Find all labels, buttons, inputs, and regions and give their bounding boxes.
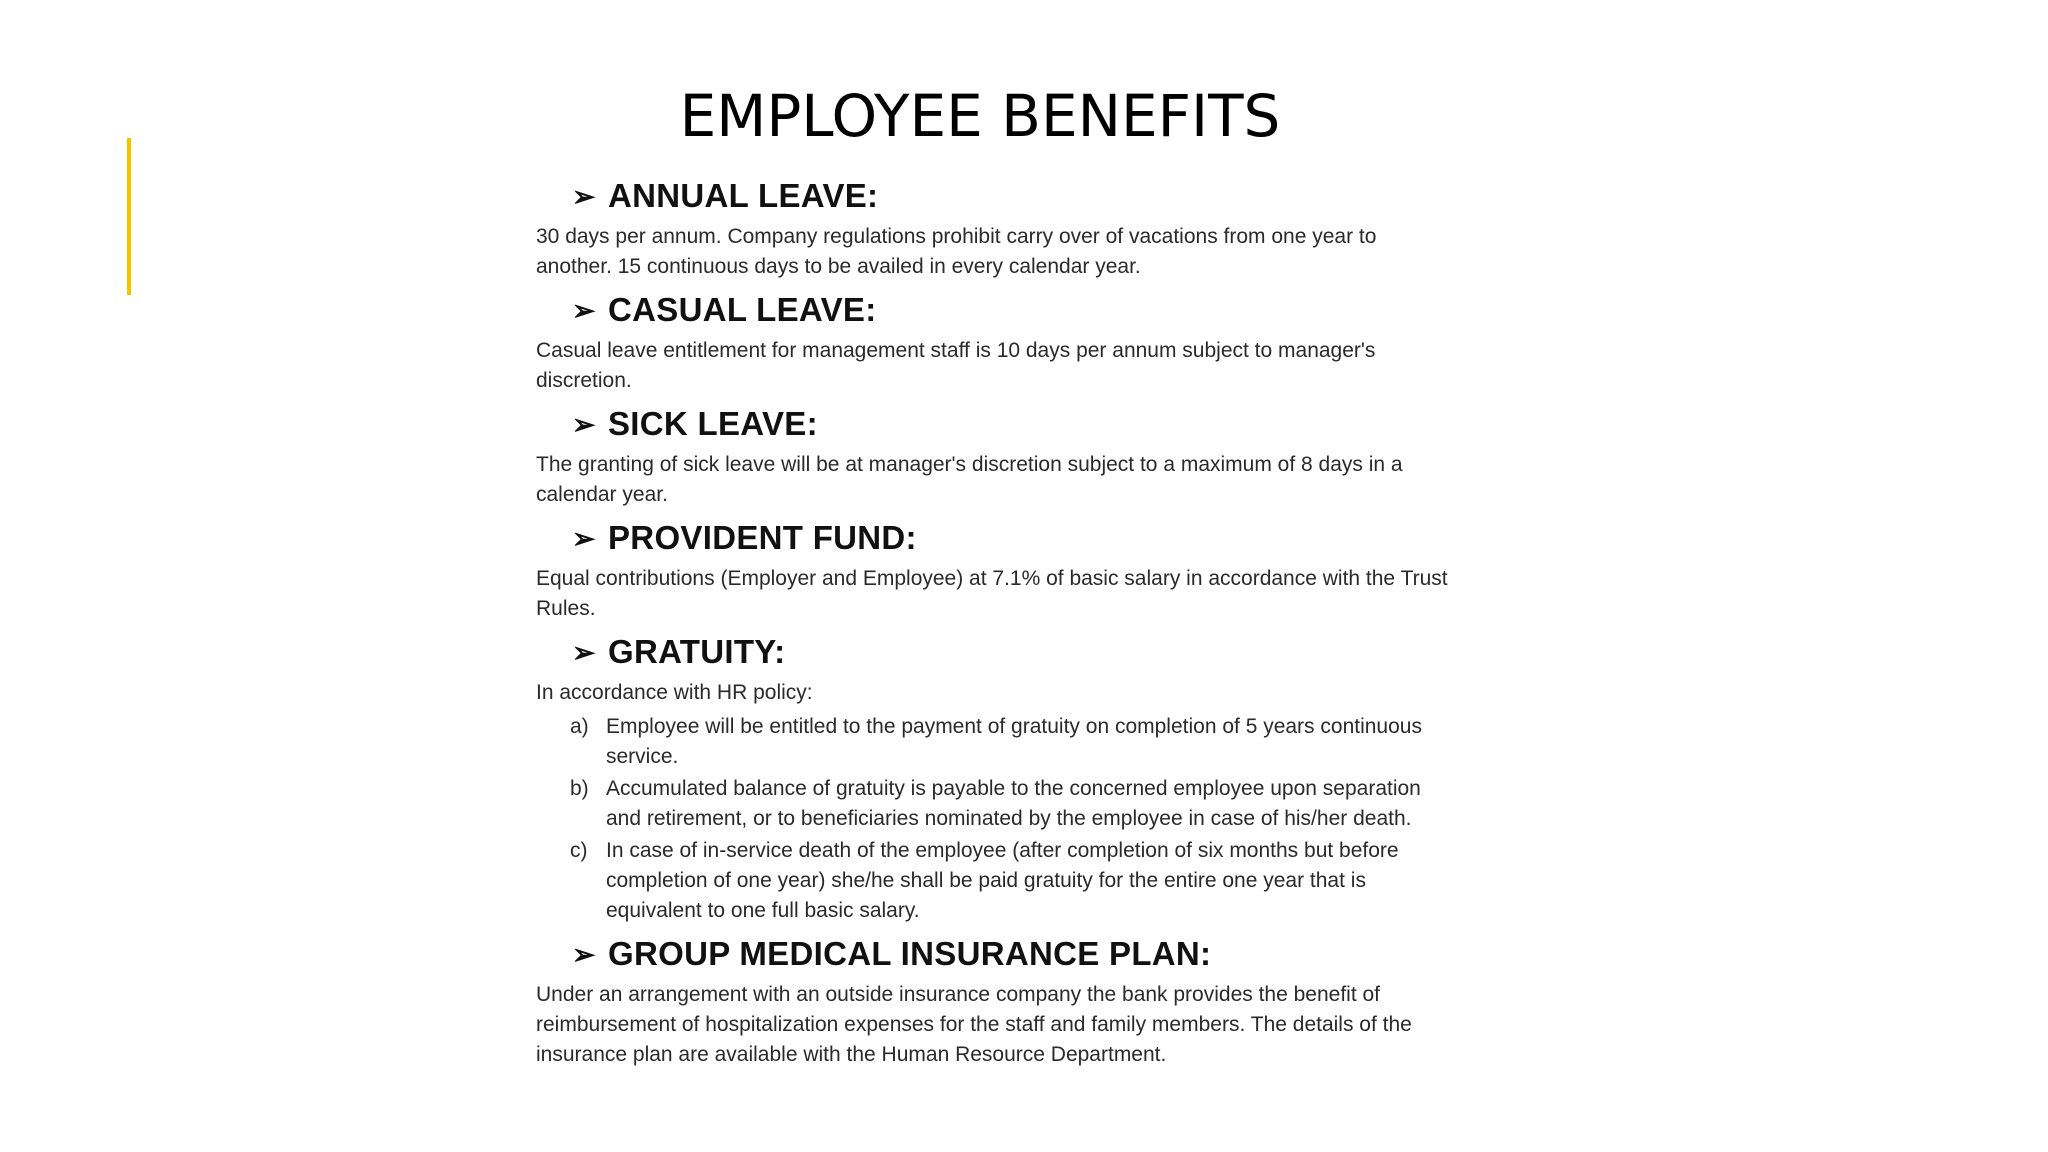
list-item <box>570 712 1456 772</box>
section-body: Casual leave entitlement for management staff is 10 days per annum subject to manager's discretion. <box>536 339 1376 392</box>
arrow-bullet-icon: ➢ <box>572 522 596 554</box>
section-heading-text: GROUP MEDICAL INSURANCE PLAN: <box>608 935 1212 972</box>
section-body: Under an arrangement with an outside insurance company the bank provides the benefit of reimbursement of hospitalization expenses for the staff and family members. The details of the insurance plan are available with the Human Resource Department. <box>536 983 1412 1066</box>
section-heading-text: ANNUAL LEAVE: <box>608 177 879 214</box>
section-gratuity <box>536 628 1456 926</box>
section-heading <box>572 930 1456 978</box>
gratuity-list <box>536 712 1456 926</box>
section-heading-text: GRATUITY: <box>608 633 786 670</box>
arrow-bullet-icon: ➢ <box>572 636 596 668</box>
section-heading <box>572 514 1456 562</box>
slide-title: EMPLOYEE BENEFITS <box>679 82 1281 150</box>
list-item-text: Employee will be entitled to the payment of gratuity on completion of 5 years continuous service. <box>606 715 1422 768</box>
section-heading <box>572 172 1456 220</box>
list-item-text: In case of in-service death of the employee (after completion of six months but before completion of one year) she/he shall be paid gratuity for the entire one year that is equivalent to one full basic salary. <box>606 839 1399 922</box>
section-body: 30 days per annum. Company regulations prohibit carry over of vacations from one year to another. 15 continuous days to be availed in every calendar year. <box>536 225 1377 278</box>
list-item-text: Accumulated balance of gratuity is payable to the concerned employee upon separation and retirement, or to beneficiaries nominated by the employee in case of his/her death. <box>606 777 1421 830</box>
list-marker: c) <box>570 839 588 862</box>
benefits-content <box>536 172 1456 1074</box>
section-heading-text: CASUAL LEAVE: <box>608 291 877 328</box>
accent-bar <box>127 138 131 295</box>
list-item <box>570 836 1456 926</box>
section-heading-text: SICK LEAVE: <box>608 405 818 442</box>
section-body: Equal contributions (Employer and Employee) at 7.1% of basic salary in accordance with the Trust Rules. <box>536 567 1448 620</box>
arrow-bullet-icon: ➢ <box>572 294 596 326</box>
section-heading <box>572 628 1456 676</box>
section-group-medical-insurance <box>536 930 1456 1070</box>
section-heading <box>572 400 1456 448</box>
list-item <box>570 774 1456 834</box>
list-marker: b) <box>570 777 589 800</box>
section-heading <box>572 286 1456 334</box>
section-body: The granting of sick leave will be at manager's discretion subject to a maximum of 8 days in a calendar year. <box>536 453 1403 506</box>
section-annual-leave <box>536 172 1456 282</box>
arrow-bullet-icon: ➢ <box>572 408 596 440</box>
arrow-bullet-icon: ➢ <box>572 938 596 970</box>
arrow-bullet-icon: ➢ <box>572 180 596 212</box>
section-body: In accordance with HR policy: <box>536 681 813 704</box>
list-marker: a) <box>570 715 589 738</box>
section-sick-leave <box>536 400 1456 510</box>
section-casual-leave <box>536 286 1456 396</box>
section-provident-fund <box>536 514 1456 624</box>
section-heading-text: PROVIDENT FUND: <box>608 519 917 556</box>
